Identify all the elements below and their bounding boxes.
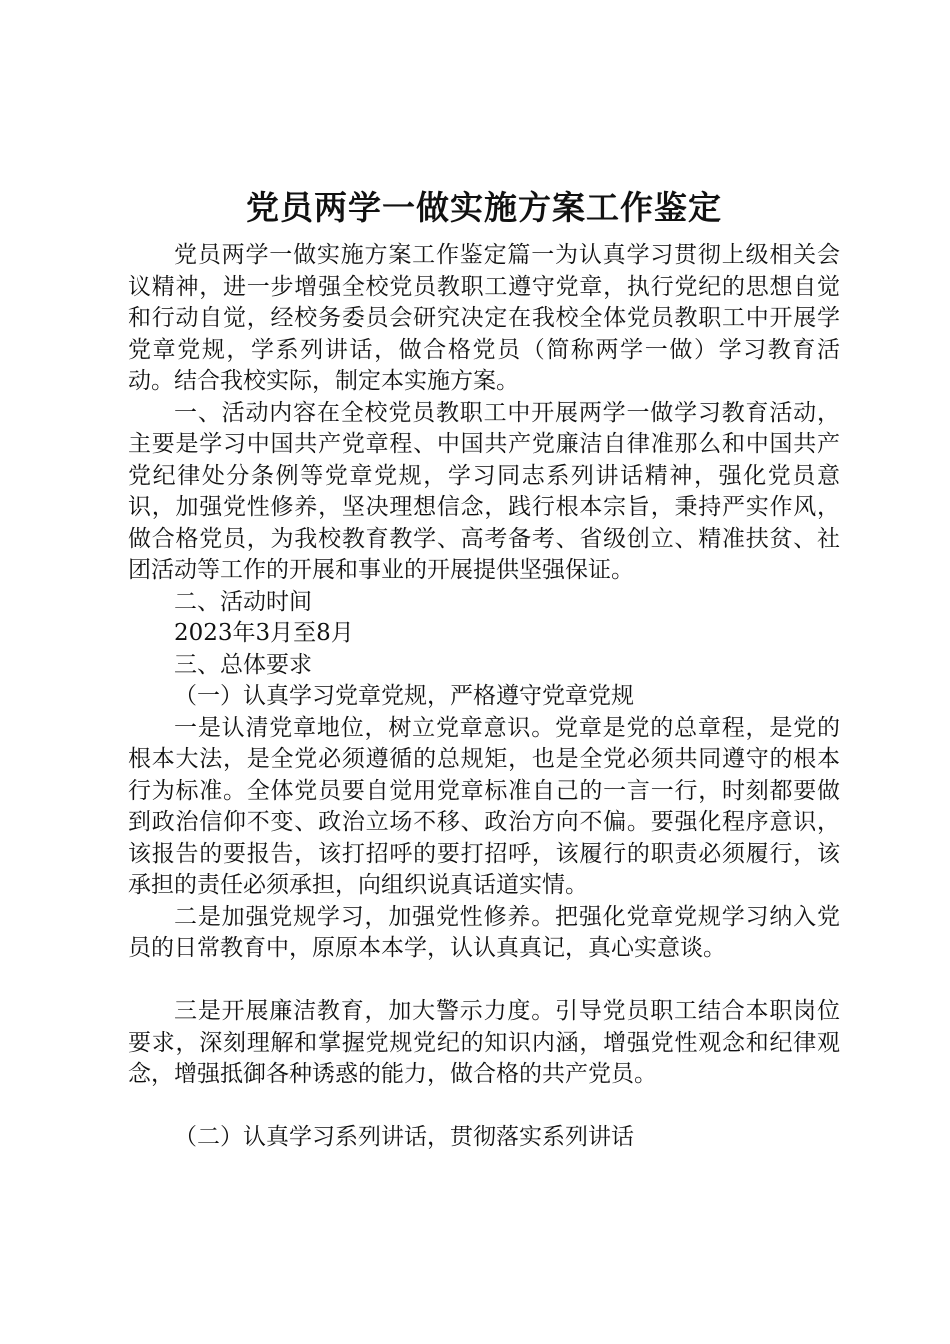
paragraph-point-two: 二是加强党规学习，加强党性修养。把强化党章党规学习纳入党员的日常教育中，原原本本学，认认真真记，真心实意谈。	[128, 903, 840, 961]
subheading-study-party-constitution: （一）认真学习党章党规，严格遵守党章党规	[174, 683, 634, 709]
heading-activity-time: 二、活动时间	[174, 588, 312, 615]
paragraph-activity-content: 一、活动内容在全校党员教职工中开展两学一做学习教育活动，主要是学习中国共产党章程、中国共产党廉洁自律准那么和中国共产党纪律处分条例等党章党规，学习同志系列讲话精神，强化党员意识，加强党性修养，坚决理想信念，践行根本宗旨，秉持严实作风，做合格党员，为我校教育教学、高考备考、省级创立、精准扶贫、社团活动等工作的开展和事业的开展提供坚强保证。	[128, 399, 840, 583]
document-page	[128, 180, 840, 1154]
paragraph-intro: 党员两学一做实施方案工作鉴定篇一为认真学习贯彻上级相关会议精神，进一步增强全校党员教职工遵守党章，执行党纪的思想自觉和行动自觉，经校务委员会研究决定在我校全体党员教职工中开展学党章党规，学系列讲话，做合格党员（简称两学一做）学习教育活动。结合我校实际，制定本实施方案。	[128, 242, 840, 394]
subheading-study-speeches: （二）认真学习系列讲话，贯彻落实系列讲话	[174, 1124, 634, 1150]
heading-overall-requirements: 三、总体要求	[174, 651, 312, 678]
paragraph-point-one: 一是认清党章地位，树立党章意识。党章是党的总章程，是党的根本大法，是全党必须遵循的总规矩，也是全党必须共同遵守的根本行为标准。全体党员要自觉用党章标准自己的一言一行，时刻都要做到政治信仰不变、政治立场不移、政治方向不偏。要强化程序意识，该报告的要报告，该打招呼的要打招呼，该履行的职责必须履行，该承担的责任必须承担，向组织说真话道实情。	[128, 714, 840, 898]
document-title: 党员两学一做实施方案工作鉴定	[246, 188, 722, 227]
paragraph-point-three: 三是开展廉洁教育，加大警示力度。引导党员职工结合本职岗位要求，深刻理解和掌握党规党纪的知识内涵，增强党性观念和纪律观念，增强抵御各种诱惑的能力，做合格的共产党员。	[128, 998, 840, 1087]
paragraph-activity-dates: 2023年3月至8月	[174, 620, 354, 646]
